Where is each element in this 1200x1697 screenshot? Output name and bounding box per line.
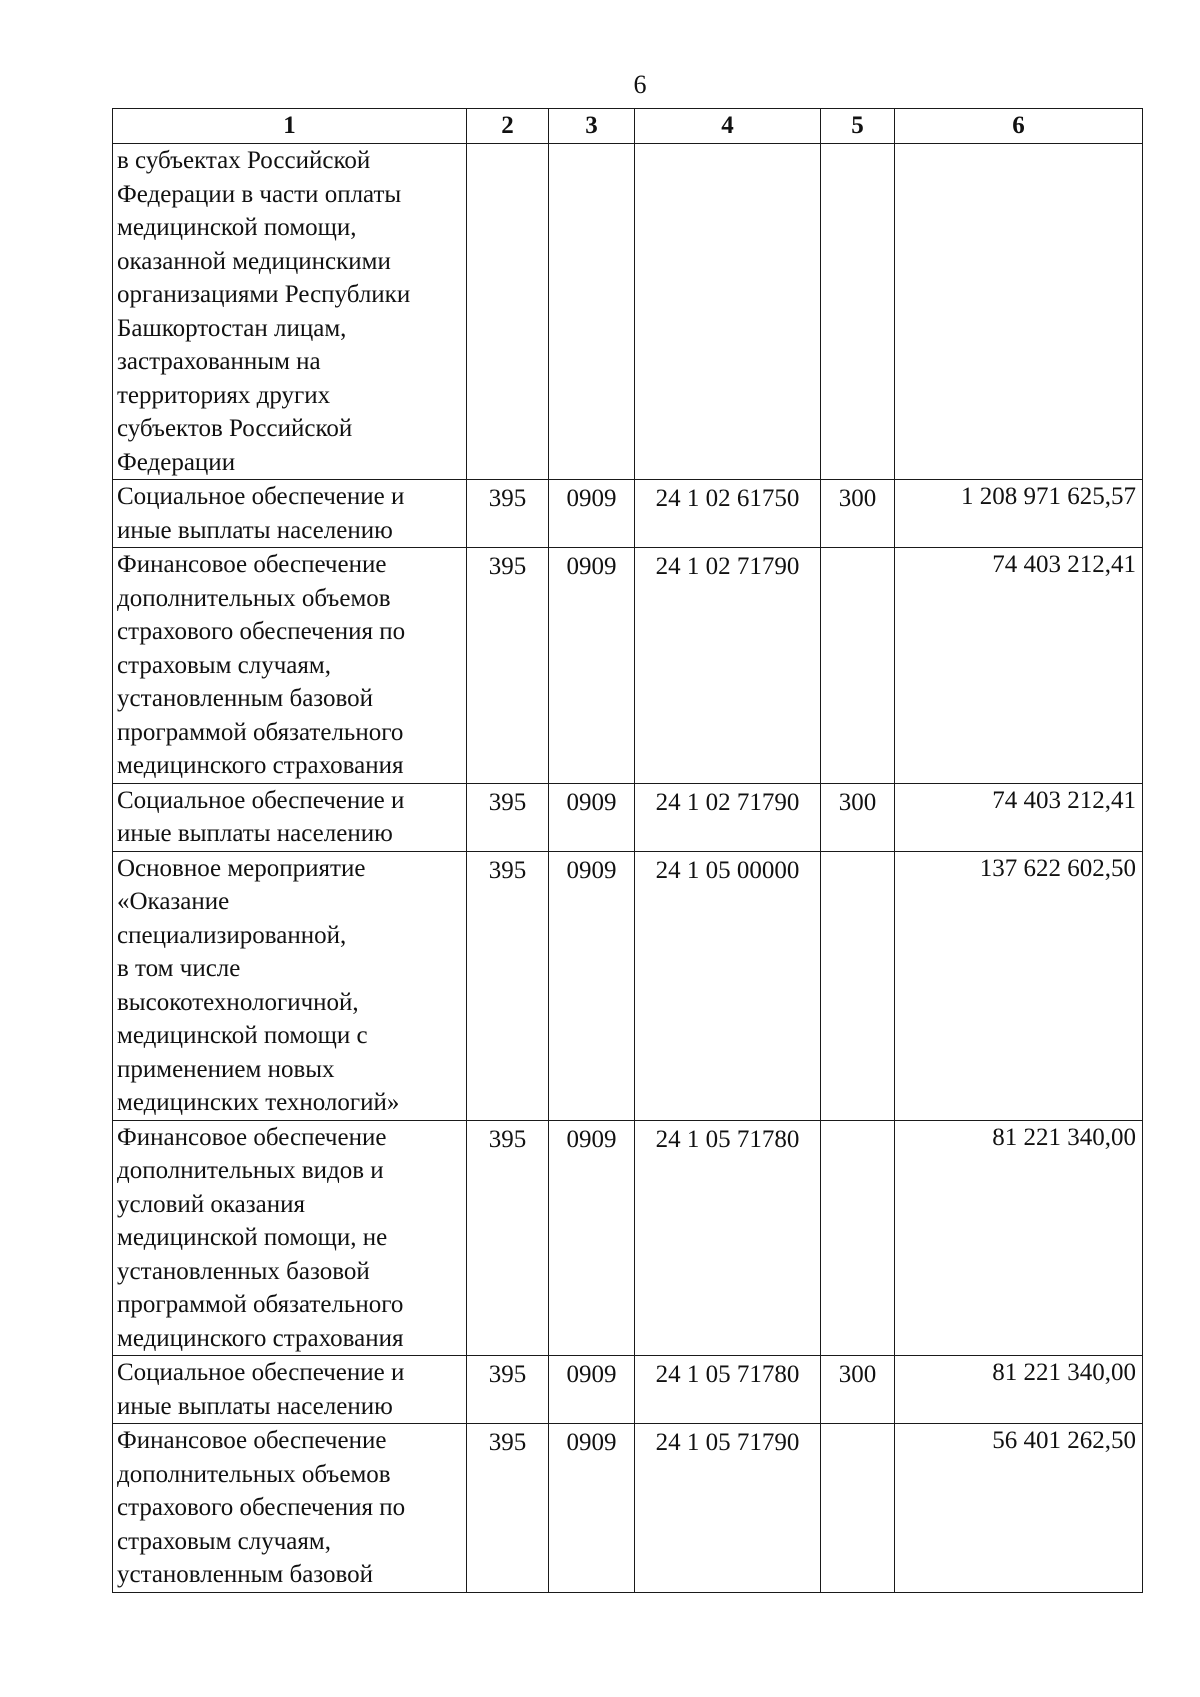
cell-amount: 137 622 602,50	[895, 851, 1143, 1120]
row-name-text: Финансовое обеспечение дополнительных объемов страхового обеспечения по страховым случаям, установленным базовой	[117, 1427, 406, 1588]
cell-expense-type: 300	[821, 1356, 895, 1424]
cell-section-code: 0909	[549, 1120, 635, 1356]
row-name-text: Социальное обеспечение и иные выплаты населению	[117, 786, 405, 847]
header-col-4: 4	[635, 109, 821, 144]
cell-admin-code: 395	[467, 1356, 549, 1424]
cell-admin-code: 395	[467, 1424, 549, 1593]
cell-name	[113, 548, 467, 784]
row-name-text: Финансовое обеспечение дополнительных видов и условий оказания медицинской помощи, не установленных базовой программой обязательного медицинского страхования	[117, 1123, 404, 1352]
table-row	[113, 1424, 1143, 1593]
cell-name	[113, 1356, 467, 1424]
cell-section-code: 0909	[549, 480, 635, 548]
cell-name	[113, 1424, 467, 1593]
cell-expense-type: 300	[821, 480, 895, 548]
row-name-text: Основное мероприятие «Оказание специализированной, в том числе высокотехнологичной, медицинской помощи с применением новых медицинских технологий»	[117, 854, 400, 1116]
cell-expense-type: 300	[821, 783, 895, 851]
cell-target-code: 24 1 05 00000	[635, 851, 821, 1120]
cell-amount: 74 403 212,41	[895, 783, 1143, 851]
cell-section-code: 0909	[549, 783, 635, 851]
cell-admin-code	[467, 144, 549, 480]
header-col-6: 6	[895, 109, 1143, 144]
cell-target-code: 24 1 05 71780	[635, 1356, 821, 1424]
cell-section-code: 0909	[549, 1356, 635, 1424]
cell-amount: 74 403 212,41	[895, 548, 1143, 784]
header-row	[113, 109, 1143, 144]
cell-admin-code: 395	[467, 548, 549, 784]
row-name-text: Социальное обеспечение и иные выплаты населению	[117, 1359, 405, 1420]
cell-admin-code: 395	[467, 1120, 549, 1356]
table-header	[113, 109, 1143, 144]
cell-amount: 81 221 340,00	[895, 1120, 1143, 1356]
table-row	[113, 1120, 1143, 1356]
cell-name	[113, 144, 467, 480]
row-name-text: в субъектах Российской Федерации в части оплаты медицинской помощи, оказанной медицинскими организациями Республики Башкортостан лицам, застрахованным на территориях других субъектов Российской Федерации	[117, 147, 411, 476]
cell-amount: 81 221 340,00	[895, 1356, 1143, 1424]
table-row	[113, 1356, 1143, 1424]
header-col-3: 3	[549, 109, 635, 144]
cell-target-code	[635, 144, 821, 480]
cell-target-code: 24 1 02 71790	[635, 548, 821, 784]
cell-amount: 1 208 971 625,57	[895, 480, 1143, 548]
cell-amount	[895, 144, 1143, 480]
cell-section-code	[549, 144, 635, 480]
cell-expense-type	[821, 548, 895, 784]
table-row	[113, 548, 1143, 784]
row-name-text: Социальное обеспечение и иные выплаты населению	[117, 483, 405, 544]
cell-target-code: 24 1 05 71790	[635, 1424, 821, 1593]
header-col-5: 5	[821, 109, 895, 144]
cell-name	[113, 851, 467, 1120]
cell-expense-type	[821, 144, 895, 480]
cell-admin-code: 395	[467, 480, 549, 548]
cell-section-code: 0909	[549, 851, 635, 1120]
cell-amount: 56 401 262,50	[895, 1424, 1143, 1593]
cell-target-code: 24 1 05 71780	[635, 1120, 821, 1356]
row-name-text: Финансовое обеспечение дополнительных объемов страхового обеспечения по страховым случаям, установленным базовой программой обязательного медицинского страхования	[117, 551, 406, 779]
table-row	[113, 144, 1143, 480]
cell-admin-code: 395	[467, 783, 549, 851]
cell-name	[113, 783, 467, 851]
cell-target-code: 24 1 02 71790	[635, 783, 821, 851]
budget-table	[112, 108, 1143, 1593]
cell-section-code: 0909	[549, 548, 635, 784]
table-body	[113, 144, 1143, 1593]
cell-target-code: 24 1 02 61750	[635, 480, 821, 548]
cell-name	[113, 1120, 467, 1356]
header-col-1: 1	[113, 109, 467, 144]
cell-expense-type	[821, 1424, 895, 1593]
table-row	[113, 480, 1143, 548]
page-number: 6	[633, 70, 647, 99]
cell-expense-type	[821, 851, 895, 1120]
cell-name	[113, 480, 467, 548]
table-row	[113, 851, 1143, 1120]
cell-expense-type	[821, 1120, 895, 1356]
header-col-2: 2	[467, 109, 549, 144]
table-row	[113, 783, 1143, 851]
cell-admin-code: 395	[467, 851, 549, 1120]
cell-section-code: 0909	[549, 1424, 635, 1593]
